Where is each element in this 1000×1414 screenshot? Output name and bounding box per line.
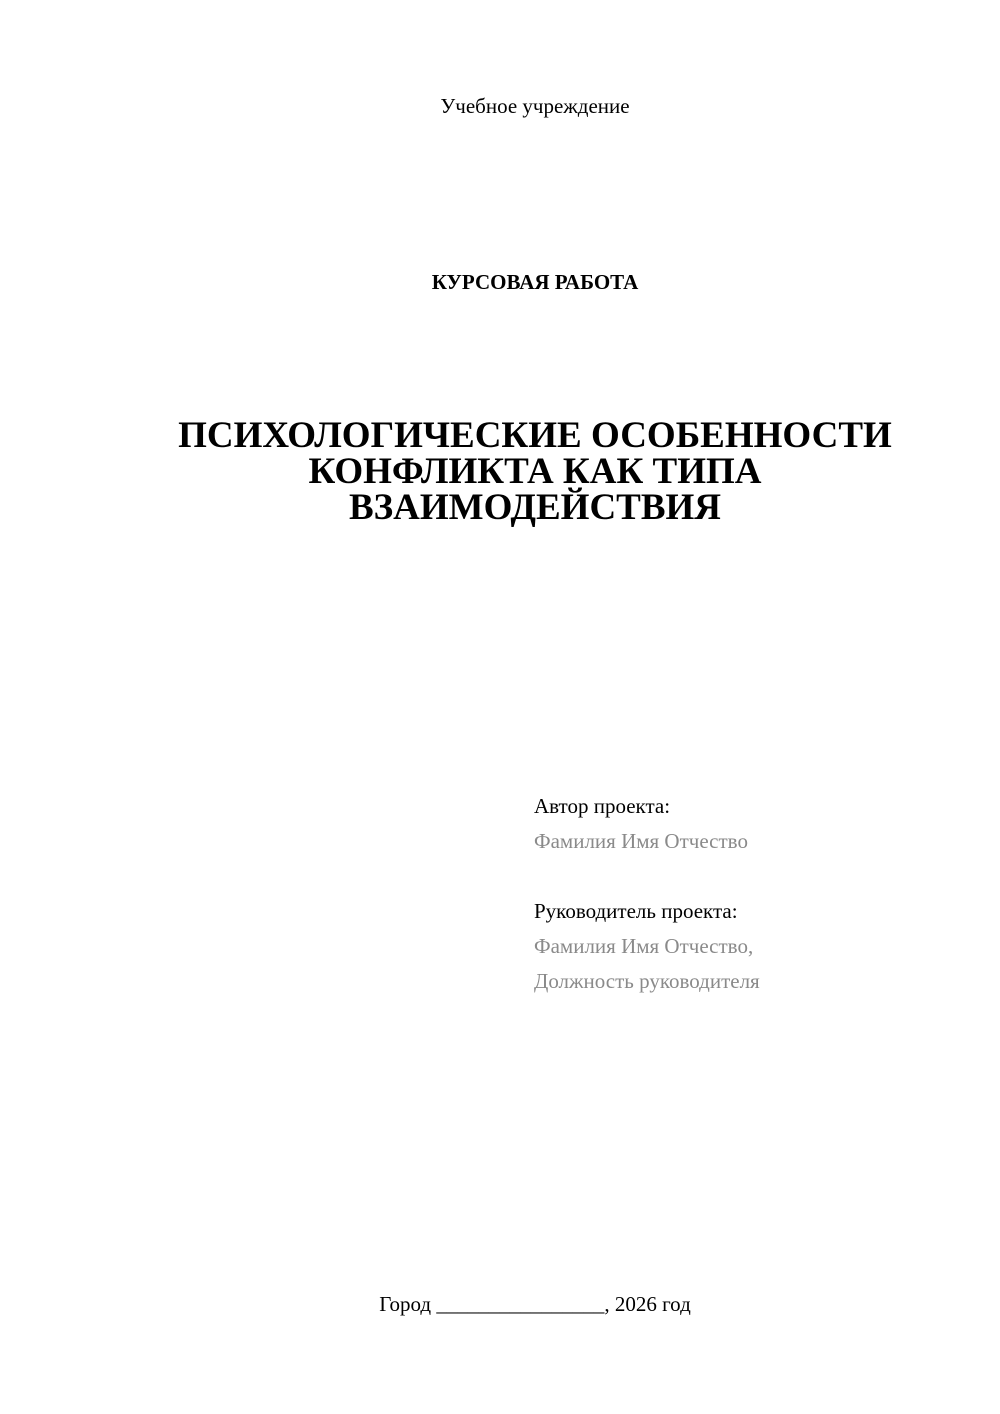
supervisor-name-placeholder: Фамилия Имя Отчество, [534, 934, 754, 958]
title-line: КОНФЛИКТА КАК ТИПА [308, 451, 762, 492]
institution-name: Учебное учреждение [440, 94, 630, 118]
title-line: ПСИХОЛОГИЧЕСКИЕ ОСОБЕННОСТИ [178, 415, 892, 456]
work-type-heading: КУРСОВАЯ РАБОТА [431, 270, 639, 294]
document-title [0, 415, 1000, 528]
supervisor-label: Руководитель проекта: [534, 899, 738, 923]
city-year-line: Город ________________, 2026 год [379, 1292, 691, 1316]
title-line: ВЗАИМОДЕЙСТВИЯ [348, 487, 722, 528]
author-name-placeholder: Фамилия Имя Отчество [534, 829, 748, 853]
spacer [534, 859, 974, 894]
people-block [534, 789, 974, 999]
supervisor-position-placeholder: Должность руководителя [534, 969, 760, 993]
author-label: Автор проекта: [534, 794, 671, 818]
